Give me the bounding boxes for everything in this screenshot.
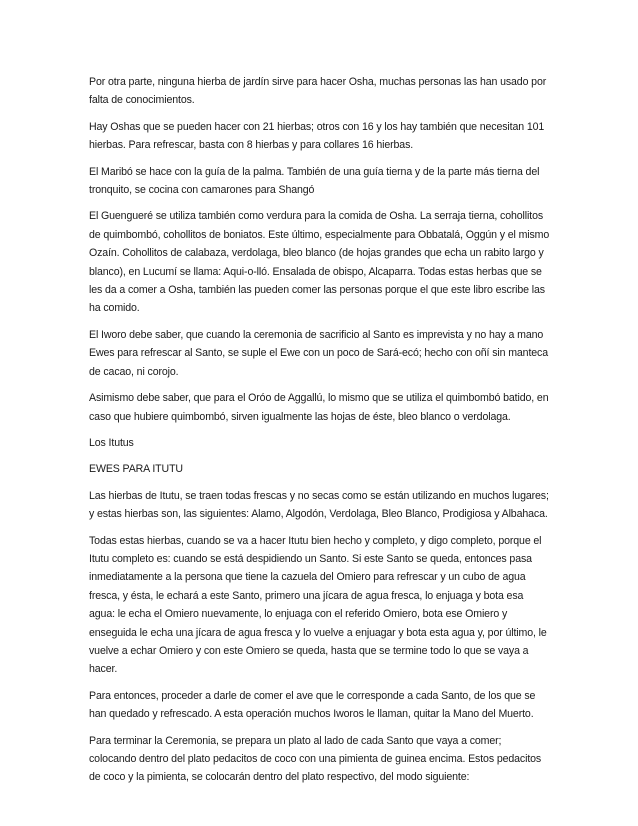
section-heading-ewes-para-itutu: EWES PARA ITUTU (89, 463, 183, 476)
paragraph-terminar-ceremonia: Para terminar la Ceremonia, se prepara un plato al lado de cada Santo que vaya a comer; colocando dentro del plato pedacitos de coco con una pimienta de guinea encima. Estos pedacitos de coco y la pimienta, se colocarán dentro del plato respectivo, del modo siguiente: (89, 734, 542, 784)
paragraph-iworo-sara-eco: El Iworo debe saber, que cuando la ceremonia de sacrificio al Santo es imprevista y no hay a mano Ewes para refrescar al Santo, se suple el Ewe con un poco de Sará-ecó; hecho con oñí sin manteca de cacao, ni corojo. (89, 328, 548, 378)
paragraph-maribo: El Maribó se hace con la guía de la palma. También de una guía tierna y de la parte más tierna del tronquito, se cocina con camarones para Shangó (89, 165, 540, 197)
paragraph-oroo-aggallu: Asimismo debe saber, que para el Oróo de Aggallú, lo mismo que se utiliza el quimbombó batido, en caso que hubiere quimbombó, sirven igualmente las hojas de éste, bleo blanco o verdolaga. (89, 392, 549, 423)
paragraph-guenguere: El Guengueré se utiliza también como verdura para la comida de Osha. La serraja tierna, cohollitos de quimbombó, cohollitos de boniatos. Este último, especialmente para Obbatalá, Oggún y el mismo Ozaín. Cohollitos de calabaza, verdolaga, bleo blanco (de hojas grandes que echa un rabito largo y blanco), en Lucumí se llama: Aqui-o-lló. Ensalada de obispo, Alcaparra. Todas estas herbas que se les da a comer a Osha, también las pueden comer las personas porque el que este libro escribe las ha comido. (89, 210, 550, 315)
paragraph-jardin: Por otra parte, ninguna hierba de jardín sirve para hacer Osha, muchas personas las han usado por falta de conocimientos. (89, 76, 547, 107)
document-page (89, 73, 551, 795)
paragraph-itutu-completo: Todas estas hierbas, cuando se va a hacer Itutu bien hecho y completo, y digo completo, porque el Itutu completo es: cuando se está despidiendo un Santo. Si este Santo se queda, entonces pasa inmediatamente a la persona que tiene la cazuela del Omiero para refrescar y un cubo de agua fresca, y ésta, le echará a este Santo, primero una jícara de agua fresca, lo enjuaga y bota esa agua: le echa el Omiero nuevamente, lo enjuaga con el referido Omiero, bota ese Omiero y enseguida le echa una jícara de agua fresca y lo vuelve a enjuagar y bota esta agua y, por último, le vuelve a echar Omiero y con este Omiero se queda, hasta que se termine todo lo que se vaya a hacer. (89, 534, 547, 676)
section-heading-los-itutus: Los Itutus (89, 436, 134, 449)
paragraph-numero-hierbas: Hay Oshas que se pueden hacer con 21 hierbas; otros con 16 y los hay también que necesitan 101 hierbas. Para refrescar, basta con 8 hierbas y para collares 16 hierbas. (89, 120, 545, 152)
paragraph-hierbas-itutu: Las hierbas de Itutu, se traen todas frescas y no secas como se están utilizando en muchos lugares; y estas hierbas son, las siguientes: Alamo, Algodón, Verdolaga, Bleo Blanco, Prodigiosa y Albahaca. (89, 489, 549, 521)
paragraph-mano-del-muerto: Para entonces, proceder a darle de comer el ave que le corresponde a cada Santo, de los que se han quedado y refrescado. A esta operación muchos Iworos le llaman, quitar la Mano del Muerto. (89, 689, 536, 721)
